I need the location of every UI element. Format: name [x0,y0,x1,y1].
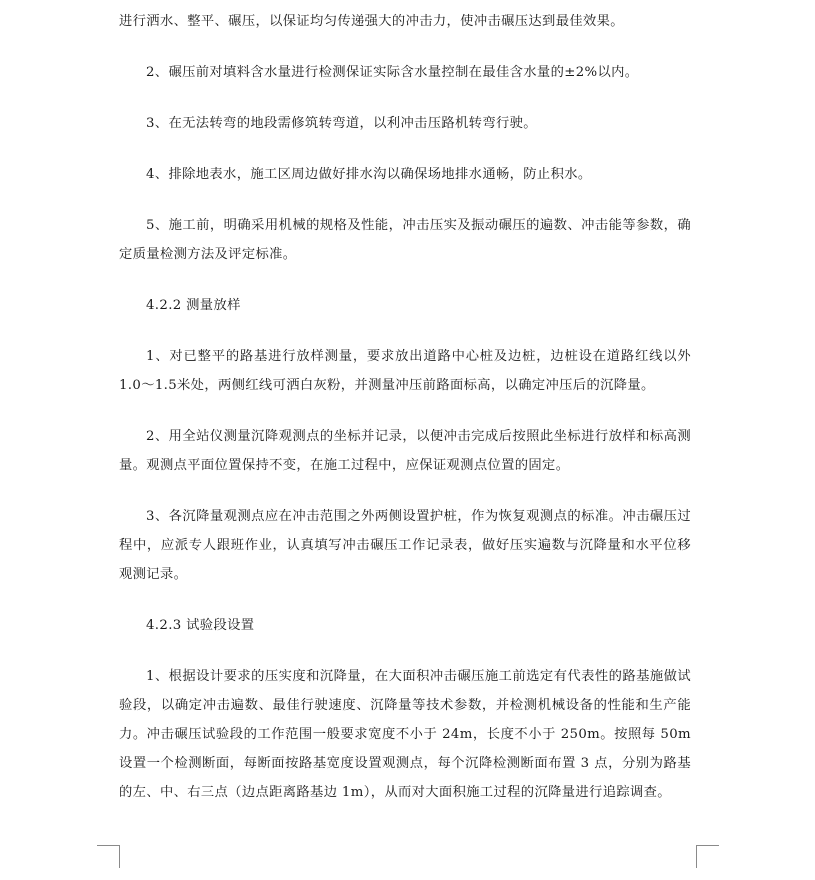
paragraph-item-2-moisture: 2、碾压前对填料含水量进行检测保证实际含水量控制在最佳含水量的±2%以内。 [146,65,639,80]
paragraph-survey-item-2: 2、用全站仪测量沉降观测点的坐标并记录，以便冲击完成后按照此坐标进行放样和标高测量。观测点平面位置保持不变，在施工过程中，应保证观测点位置的固定。 [119,429,691,473]
paragraph-item-3-turning-road: 3、在无法转弯的地段需修筑转弯道，以利冲击压路机转弯行驶。 [146,116,537,131]
section-heading-test-section: 4.2.3 试验段设置 [146,618,255,633]
paragraph-survey-item-1: 1、对已整平的路基进行放样测量，要求放出道路中心桩及边桩，边桩设在道路红线以外1.0～1.5米处，两侧红线可洒白灰粉，并测量冲压前路面标高，以确定冲压后的沉降量。 [119,349,691,393]
section-heading-survey: 4.2.2 测量放样 [146,298,241,313]
document-body [119,7,691,829]
paragraph-continuation: 进行洒水、整平、碾压，以保证均匀传递强大的冲击力，使冲击碾压达到最佳效果。 [119,14,624,29]
paragraph-survey-item-3: 3、各沉降量观测点应在冲击范围之外两侧设置护桩，作为恢复观测点的标准。冲击碾压过程中，应派专人跟班作业，认真填写冲击碾压工作记录表，做好压实遍数与沉降量和水平位移观测记录。 [119,509,691,582]
crop-mark-bottom-left [97,845,120,868]
crop-mark-bottom-right [696,845,719,868]
paragraph-item-5-machinery: 5、施工前，明确采用机械的规格及性能，冲击压实及振动碾压的遍数、冲击能等参数，确定质量检测方法及评定标准。 [119,218,691,262]
paragraph-test-section-item-1: 1、根据设计要求的压实度和沉降量，在大面积冲击碾压施工前选定有代表性的路基施做试验段，以确定冲击遍数、最佳行驶速度、沉降量等技术参数，并检测机械设备的性能和生产能力。冲击碾压试验段的工作范围一般要求宽度不小于 24m，长度不小于 250m。按照每 50m设置一个检测断面，每断面按路基宽度设置观测点，每个沉降检测断面布置 3 点，分别为路基的左、中、右三点（边点距离路基边 1m），从而对大面积施工过程的沉降量进行追踪调查。 [119,669,691,800]
paragraph-item-4-drainage: 4、排除地表水，施工区周边做好排水沟以确保场地排水通畅，防止积水。 [146,167,592,182]
